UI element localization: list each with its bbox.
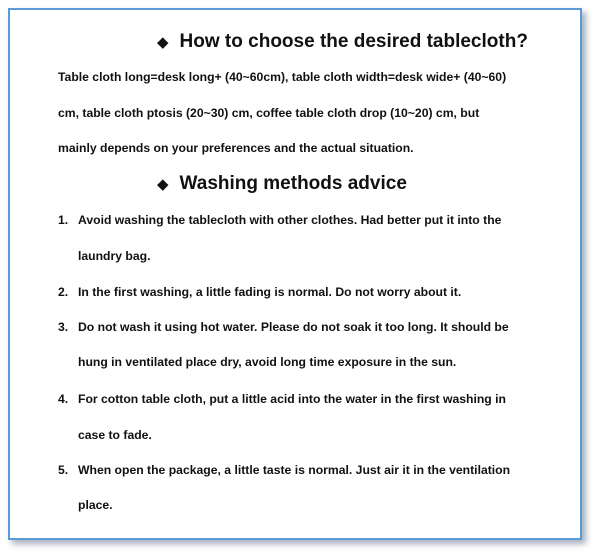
list-item-line: In the first washing, a little fading is normal. Do not worry about it. — [78, 285, 462, 299]
list-item-line: For cotton table cloth, put a little acid into the water in the first washing in — [78, 392, 506, 406]
section-title: How to choose the desired tablecloth? — [179, 31, 528, 52]
content-frame — [8, 8, 582, 540]
section-heading-choose — [157, 31, 528, 53]
list-item-line: hung in ventilated place dry, avoid long time exposure in the sun. — [78, 355, 457, 369]
list-item-line: case to fade. — [78, 428, 152, 442]
list-item-number: 2. — [58, 285, 69, 299]
diamond-bullet-icon: ◆ — [157, 34, 169, 51]
list-item-line: When open the package, a little taste is normal. Just air it in the ventilation — [78, 463, 511, 477]
list-item-number: 3. — [58, 320, 69, 334]
list-item-line: place. — [78, 498, 113, 512]
paragraph-line: Table cloth long=desk long+ (40~60cm), table cloth width=desk wide+ (40~60) — [58, 70, 507, 84]
list-item-line: Avoid washing the tablecloth with other clothes. Had better put it into the — [78, 213, 502, 227]
list-item-number: 5. — [58, 463, 69, 477]
list-item-line: Do not wash it using hot water. Please do not soak it too long. It should be — [78, 320, 509, 334]
paragraph-line: cm, table cloth ptosis (20~30) cm, coffee table cloth drop (10~20) cm, but — [58, 106, 480, 120]
section-title: Washing methods advice — [179, 173, 407, 194]
list-item-number: 4. — [58, 392, 69, 406]
paragraph-line: mainly depends on your preferences and the actual situation. — [58, 141, 414, 155]
diamond-bullet-icon: ◆ — [157, 176, 169, 193]
list-item-number: 1. — [58, 213, 69, 227]
section-heading-washing — [157, 173, 407, 195]
list-item-line: laundry bag. — [78, 249, 151, 263]
